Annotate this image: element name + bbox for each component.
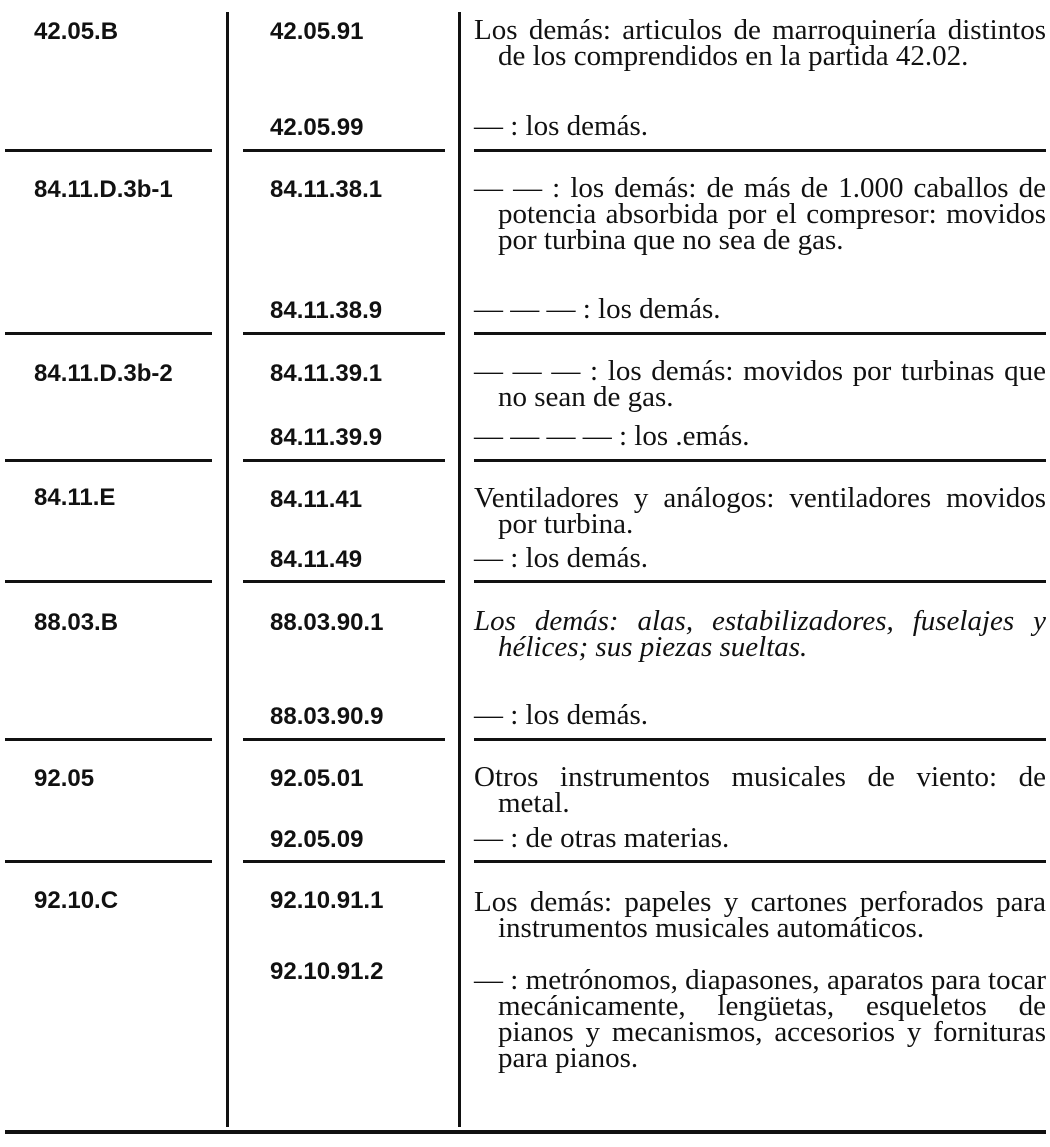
- row-separator: [243, 860, 445, 863]
- subheading-code: 84.11.38.1: [270, 176, 383, 203]
- column-divider-right: [458, 12, 461, 1127]
- subheading-description: — : metrónomos, diapasones, aparatos para tocar mecánicamente, lengüetas, esqueletos de pianos y mecanismos, accesorios y fornituras para pianos.: [474, 964, 1046, 1074]
- subheading-code: 88.03.90.1: [270, 609, 384, 636]
- subheading-code: 42.05.99: [270, 114, 364, 141]
- subheading-code: 84.11.49: [270, 546, 363, 573]
- subheading-code: 92.10.91.1: [270, 887, 384, 914]
- column-divider-left: [226, 12, 229, 1127]
- row-separator: [474, 149, 1046, 152]
- row-separator: [474, 332, 1046, 335]
- row-separator: [243, 738, 445, 741]
- subheading-description: — : los demás.: [474, 110, 648, 142]
- subheading-description: — : los demás.: [474, 542, 648, 574]
- row-separator: [474, 860, 1046, 863]
- subheading-code: 42.05.91: [270, 18, 364, 45]
- row-separator: [474, 580, 1046, 583]
- row-separator: [5, 149, 212, 152]
- subheading-description: Ventiladores y análogos: ventiladores movidos por turbina.: [474, 482, 1046, 540]
- row-separator: [243, 580, 445, 583]
- table-bottom-rule: [5, 1130, 1046, 1134]
- row-separator: [5, 332, 212, 335]
- row-separator: [5, 459, 212, 462]
- row-separator: [5, 860, 212, 863]
- row-separator: [243, 459, 445, 462]
- row-separator: [5, 580, 212, 583]
- subheading-code: 84.11.39.9: [270, 424, 383, 451]
- subheading-description: — — — — : los .emás.: [474, 420, 750, 452]
- subheading-description: — : de otras materias.: [474, 822, 730, 854]
- subheading-description: Los demás: papeles y cartones perforados para instrumentos musicales automáticos.: [474, 886, 1046, 944]
- row-heading-code: 92.05: [34, 765, 95, 792]
- subheading-code: 88.03.90.9: [270, 703, 384, 730]
- subheading-description: Los demás: alas, estabilizadores, fuselajes y hélices; sus piezas sueltas.: [474, 605, 1046, 663]
- subheading-code: 92.05.01: [270, 765, 364, 792]
- row-heading-code: 88.03.B: [34, 609, 119, 636]
- row-separator: [243, 332, 445, 335]
- subheading-description: — — : los demás: de más de 1.000 caballos de potencia absorbida por el compresor: movidos por turbina que no sea de gas.: [474, 172, 1046, 256]
- row-heading-code: 84.11.D.3b-2: [34, 360, 173, 387]
- subheading-description: — — — : los demás: movidos por turbinas que no sean de gas.: [474, 355, 1046, 413]
- subheading-description: Los demás: articulos de marroquinería distintos de los comprendidos en la partida 42.02.: [474, 14, 1046, 72]
- subheading-code: 92.05.09: [270, 826, 364, 853]
- row-heading-code: 92.10.C: [34, 887, 119, 914]
- row-heading-code: 84.11.D.3b-1: [34, 176, 173, 203]
- subheading-code: 84.11.41: [270, 486, 363, 513]
- subheading-code: 84.11.38.9: [270, 297, 383, 324]
- subheading-code: 92.10.91.2: [270, 958, 384, 985]
- row-separator: [474, 738, 1046, 741]
- subheading-description: Otros instrumentos musicales de viento: de metal.: [474, 761, 1046, 819]
- row-separator: [5, 738, 212, 741]
- row-separator: [474, 459, 1046, 462]
- subheading-description: — : los demás.: [474, 699, 648, 731]
- subheading-code: 84.11.39.1: [270, 360, 383, 387]
- subheading-description: — — — : los demás.: [474, 293, 721, 325]
- row-heading-code: 84.11.E: [34, 484, 116, 511]
- row-heading-code: 42.05.B: [34, 18, 119, 45]
- row-separator: [243, 149, 445, 152]
